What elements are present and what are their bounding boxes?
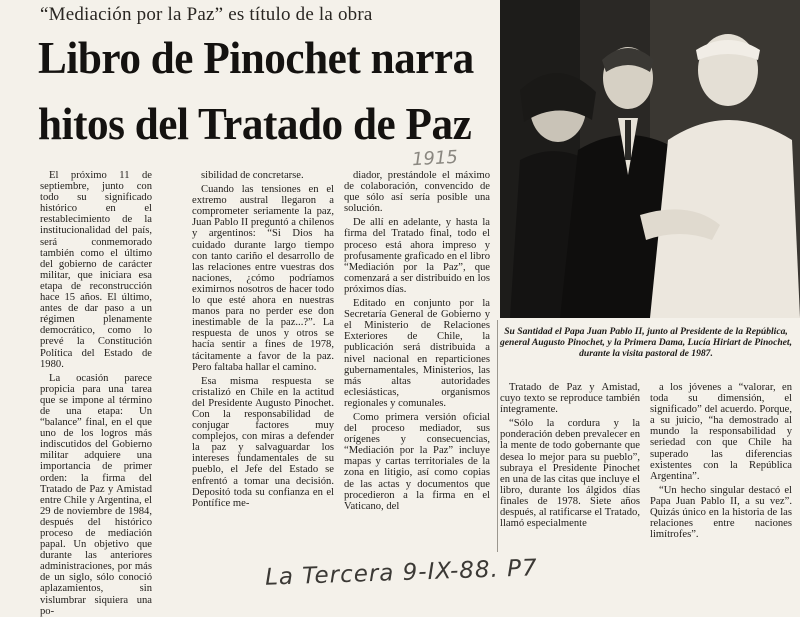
paragraph: a los jóvenes a “valorar, en toda su dimensión, el significado” del acuerdo. Porque, a su juicio, “ha demostrado al mundo la responsabilidad y seriedad con que Chile ha superado las diferencias existentes con la República Argentina”. <box>650 382 792 482</box>
paragraph: Como primera versión oficial del proceso mediador, sus orígenes y consecuencias, “Mediación por la Paz” incluye mapas y cartas territoriales de la zona en litigio, así como copias de las actas y documentos que procedieron a la firma en el Vaticano, del <box>344 411 490 512</box>
kicker: “Mediación por la Paz” es título de la obra <box>40 4 373 25</box>
paragraph: Cuando las tensiones en el extremo austral llegaron a comprometer seriamente la paz, Juan Pablo II preguntó a chilenos y argentinos: “Si Dios ha cuidado durante largo tiempo con tanto cariño el desarrollo de las relaciones entre vuestras dos naciones, ¿cómo podríamos eximirnos nosotros de hacer todo lo que esté ahora en nuestras manos para no perder ese don inestimable de la paz...?”. La respuesta de unos y otros se hacía sentir a fines de 1978, tácitamente a favor de la paz. Pero faltaba hallar el camino. <box>192 184 334 373</box>
paragraph: Esa misma respuesta se cristalizó en Chile en la actitud del Presidente Augusto Pinochet. Con la responsabilidad de conjugar factores muy complejos, con miras a defender la paz y salvaguardar los intereses fundamentales de su pueblo, el Jefe del Estado se enfrentó a tomar una decisión. Depositó toda su confianza en el Pontífice me- <box>192 375 334 509</box>
paragraph: De allí en adelante, y hasta la firma del Tratado final, todo el proceso está ahora impreso y profusamente graficado en el libro “Mediación por la Paz”, que comenzará a ser distribuido en los próximos días. <box>344 217 490 295</box>
headline-line-1: Libro de Pinochet narra <box>38 33 474 83</box>
article-column-3 <box>344 170 490 560</box>
footer-handwritten-note: La Tercera 9-IX-88. P7 <box>264 555 539 591</box>
paragraph: diador, prestándole el máximo de colaboración, convencido de que sólo así sería posible una solución. <box>344 170 490 215</box>
paragraph: La ocasión parece propicia para una tarea que se impone al término de una etapa: Un “balance” final, en el que uno de los logros más indiscutidos del Gobierno militar adquiere una importancia de primer orden: la firma del Tratado de Paz y Amistad entre Chile y Argentina, el 29 de noviembre de 1984, después del histórico proceso de mediación papal. Un objetivo que durante las anteriores administraciones, por más de un siglo, sólo conoció aplazamientos, sin vislumbrar siquiera una po- <box>40 372 152 617</box>
pencil-note: 1915 <box>411 146 459 171</box>
column-divider <box>497 320 498 552</box>
article-column-5 <box>650 382 792 552</box>
photo-figures <box>500 0 800 318</box>
article-column-4 <box>500 382 640 552</box>
article-column-1 <box>40 170 152 617</box>
paragraph: El próximo 11 de septiembre, junto con todo su significado histórico en el restablecimiento de la institucionalidad del país, será conmemorado también como el último del gobierno de carácter militar, que iniciara esa etapa de reconstrucción hace 15 años. El último, antes de dar paso a un régimen plenamente democrático, como lo prevé la Constitución Política del Estado de 1980. <box>40 170 152 370</box>
paragraph: “Un hecho singular destacó el Papa Juan Pablo II, a su vez”. Quizás único en la historia de las relaciones entre naciones limítrofes”. <box>650 484 792 541</box>
paragraph: sibilidad de concretarse. <box>201 170 304 181</box>
photo-caption: Su Santidad el Papa Juan Pablo II, junto al Presidente de la República, general Augusto Pinochet, y la Primera Dama, Lucía Hiriart de Pinochet, durante la visita pastoral de 1987. <box>500 326 792 359</box>
paragraph: “Sólo la cordura y la ponderación deben prevalecer en la mente de todo gobernante que desea lo mejor para su pueblo”, subraya el Presidente Pinochet en una de las citas que incluye el libro, durante los álgidos días finales de 1978. Siete años después, al ratificarse el Tratado, llamó especialmente <box>500 418 640 530</box>
paragraph: Tratado de Paz y Amistad, cuyo texto se reproduce también íntegramente. <box>500 382 640 416</box>
headline-line-2: hitos del Tratado de Paz <box>38 99 472 149</box>
paragraph: Editado en conjunto por la Secretaría General de Gobierno y el Ministerio de Relaciones Exteriores de Chile, la publicación será distribuida a nivel nacional en reparticiones gubernamentales, Ministerios, las más altas autoridades eclesiásticas, organismos regionales y comunales. <box>344 298 490 409</box>
article-column-2 <box>192 170 334 548</box>
news-photo <box>500 0 800 318</box>
